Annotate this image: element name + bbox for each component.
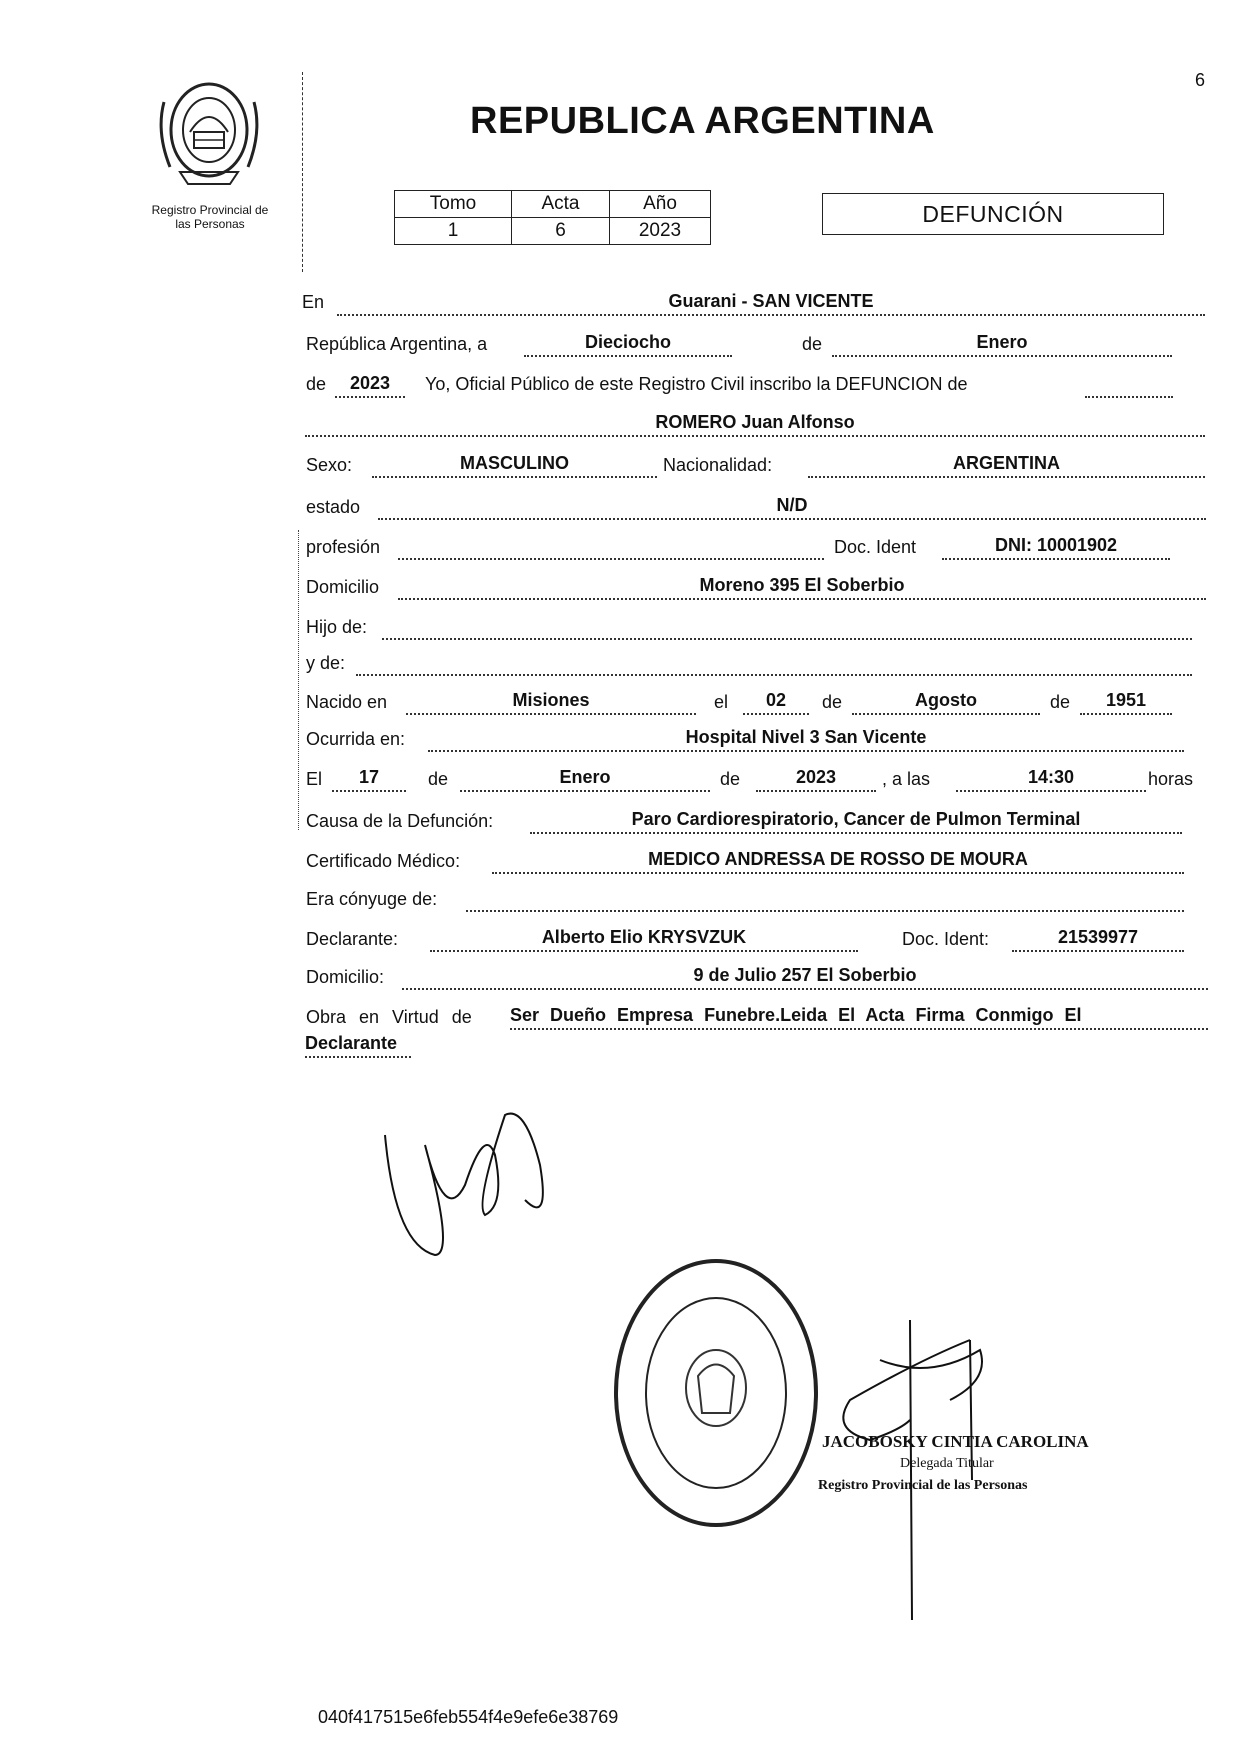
official-role: Delegada Titular	[900, 1456, 994, 1471]
official-org: Registro Provincial de las Personas	[818, 1478, 1028, 1493]
dia-field: Dieciocho	[524, 331, 732, 357]
yde-label: y de:	[306, 653, 346, 673]
anio-field: 2023	[335, 372, 405, 398]
nac-mes-field: Agosto	[852, 689, 1040, 715]
certificado-field: MEDICO ANDRESSA DE ROSSO DE MOURA	[492, 848, 1184, 874]
nac-anio-field: 1951	[1080, 689, 1172, 715]
hijo-label: Hijo de:	[306, 617, 368, 637]
declarante-field: Alberto Elio KRYSVZUK	[430, 926, 858, 952]
de-label: de	[822, 692, 843, 712]
ocurrida-field: Hospital Nivel 3 San Vicente	[428, 726, 1184, 752]
record-type-box: DEFUNCIÓN	[822, 193, 1164, 235]
nac-dia-field: 02	[743, 689, 809, 715]
decl-doc-field: 21539977	[1012, 926, 1184, 952]
estado-label: estado	[306, 497, 361, 517]
hora-field: 14:30	[956, 766, 1146, 792]
official-name: JACOBOSKY CINTIA CAROLINA	[822, 1432, 1089, 1451]
ocurrida-label: Ocurrida en:	[306, 729, 406, 749]
conyuge-field	[466, 886, 1184, 912]
def-mes-field: Enero	[460, 766, 710, 792]
doc-field: DNI: 10001902	[942, 534, 1170, 560]
nacionalidad-field: ARGENTINA	[808, 452, 1205, 478]
org-line-2: las Personas	[175, 217, 245, 231]
domicilio-label: Domicilio	[306, 577, 380, 597]
mes-field: Enero	[832, 331, 1172, 357]
nacido-lugar-field: Misiones	[406, 689, 696, 715]
de-label: de	[306, 374, 327, 394]
certificado-label: Certificado Médico:	[306, 851, 461, 871]
registry-table	[394, 190, 711, 245]
declarant-signature	[375, 1105, 575, 1265]
official-seal	[606, 1248, 826, 1538]
obra-label: Obra en Virtud de	[306, 1007, 472, 1027]
de-label: de	[1050, 692, 1071, 712]
nacionalidad-label: Nacionalidad:	[663, 455, 773, 475]
margin-divider	[302, 72, 303, 272]
sexo-field: MASCULINO	[372, 452, 657, 478]
de-label: de	[720, 769, 741, 789]
anio-value: 2023	[610, 218, 711, 245]
obra-line2: Declarante	[305, 1032, 411, 1058]
causa-field: Paro Cardiorespiratorio, Cancer de Pulmon Terminal	[530, 808, 1182, 834]
causa-label: Causa de la Defunción:	[306, 811, 494, 831]
province-coat-of-arms-logo	[150, 72, 268, 192]
decl-domicilio-field: 9 de Julio 257 El Soberbio	[402, 964, 1208, 990]
page-number: 6	[1195, 70, 1206, 90]
margin-divider	[298, 530, 299, 830]
nombre-field: ROMERO Juan Alfonso	[305, 411, 1205, 437]
sexo-label: Sexo:	[306, 455, 353, 475]
decl-domicilio-label: Domicilio:	[306, 967, 385, 987]
decl-doc-label: Doc. Ident:	[902, 929, 990, 949]
profesion-field	[398, 534, 824, 560]
anio-header: Año	[610, 191, 711, 218]
el-label: El	[306, 769, 323, 789]
org-line-1: Registro Provincial de	[151, 203, 269, 217]
acta-header: Acta	[512, 191, 610, 218]
obra-line1: Ser Dueño Empresa Funebre.Leida El Acta Firma Conmigo El	[510, 1004, 1208, 1030]
estado-field: N/D	[378, 494, 1206, 520]
lugar-field: Guarani - SAN VICENTE	[337, 290, 1205, 316]
document-title: REPUBLICA ARGENTINA	[470, 100, 935, 142]
conyuge-label: Era cónyuge de:	[306, 889, 438, 909]
tomo-value: 1	[395, 218, 512, 245]
tomo-header: Tomo	[395, 191, 512, 218]
domicilio-field: Moreno 395 El Soberbio	[398, 574, 1206, 600]
en-label: En	[302, 292, 325, 312]
de-label: de	[802, 334, 823, 354]
registry-org-name	[130, 203, 290, 231]
def-anio-field: 2023	[756, 766, 876, 792]
acta-value: 6	[512, 218, 610, 245]
horas-label: horas	[1148, 769, 1194, 789]
de-label: de	[428, 769, 449, 789]
alas-label: , a las	[882, 769, 931, 789]
republica-label: República Argentina, a	[306, 334, 488, 354]
el-label: el	[714, 692, 729, 712]
hijo-field	[382, 614, 1192, 640]
inscripcion-text: Yo, Oficial Público de este Registro Civil inscribo la DEFUNCION de	[425, 374, 968, 394]
document-hash: 040f417515e6feb554f4e9efe6e38769	[318, 1707, 619, 1727]
doc-label: Doc. Ident	[834, 537, 917, 557]
profesion-label: profesión	[306, 537, 381, 557]
inscripcion-blank	[1085, 372, 1173, 398]
nacido-label: Nacido en	[306, 692, 388, 712]
def-dia-field: 17	[332, 766, 406, 792]
yde-field	[356, 650, 1192, 676]
declarante-label: Declarante:	[306, 929, 399, 949]
